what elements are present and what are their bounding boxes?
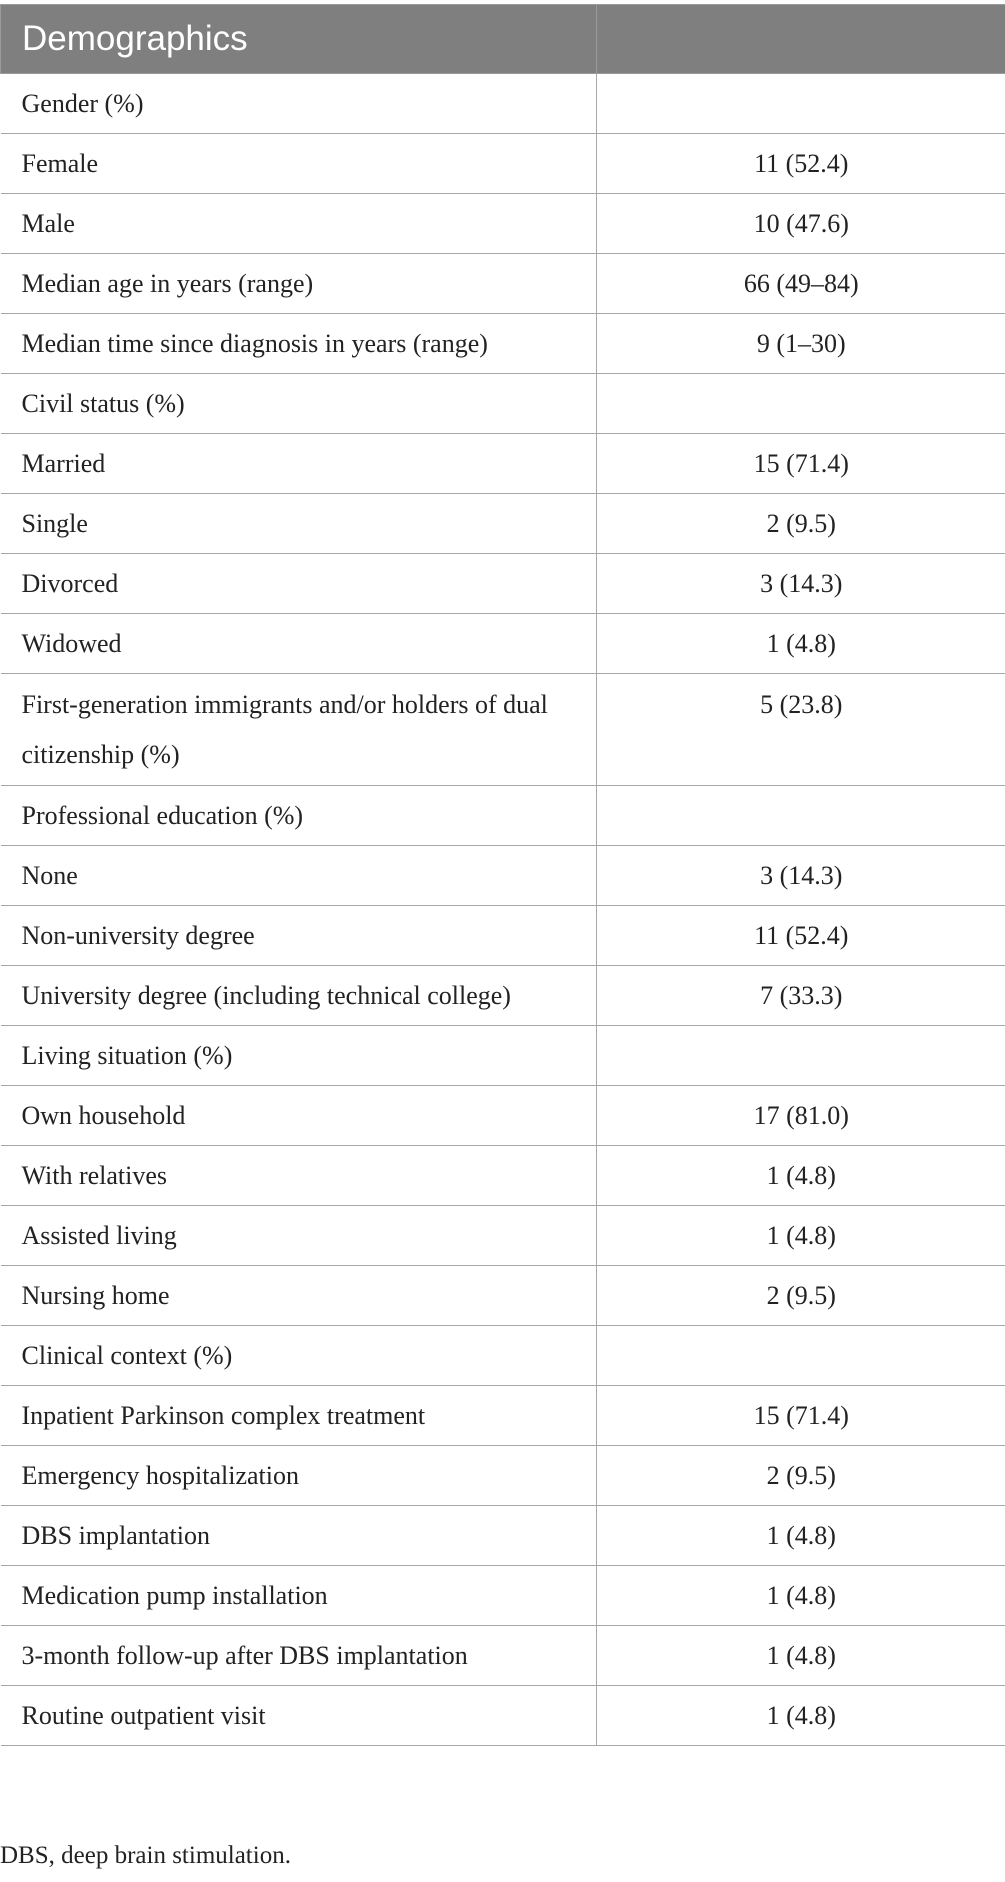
row-value — [597, 74, 1005, 134]
table-row — [1, 434, 1005, 494]
row-label: Nursing home — [1, 1266, 597, 1326]
row-label: Medication pump installation — [1, 1566, 597, 1626]
row-value: 3 (14.3) — [597, 554, 1005, 614]
row-label: Clinical context (%) — [1, 1326, 597, 1386]
table-row — [1, 906, 1005, 966]
table-row — [1, 1686, 1005, 1746]
table-row — [1, 1566, 1005, 1626]
table-row — [1, 494, 1005, 554]
row-value: 1 (4.8) — [597, 1206, 1005, 1266]
row-value: 66 (49–84) — [597, 254, 1005, 314]
row-value: 3 (14.3) — [597, 846, 1005, 906]
table-row — [1, 1206, 1005, 1266]
demographics-table-container — [0, 4, 1005, 1746]
table-row — [1, 1086, 1005, 1146]
row-label: Non-university degree — [1, 906, 597, 966]
row-value: 17 (81.0) — [597, 1086, 1005, 1146]
row-value — [597, 1026, 1005, 1086]
row-label: 3-month follow-up after DBS implantation — [1, 1626, 597, 1686]
table-row — [1, 1146, 1005, 1206]
row-label: Living situation (%) — [1, 1026, 597, 1086]
row-value: 5 (23.8) — [597, 674, 1005, 786]
row-label: Civil status (%) — [1, 374, 597, 434]
table-row — [1, 846, 1005, 906]
row-value: 1 (4.8) — [597, 614, 1005, 674]
table-row — [1, 254, 1005, 314]
row-label: Single — [1, 494, 597, 554]
row-label: None — [1, 846, 597, 906]
row-label: First-generation immigrants and/or holders of dual citizenship (%) — [1, 674, 597, 786]
table-row — [1, 614, 1005, 674]
row-value: 1 (4.8) — [597, 1626, 1005, 1686]
row-value: 15 (71.4) — [597, 434, 1005, 494]
table-footnote: DBS, deep brain stimulation. — [0, 1842, 291, 1869]
row-value: 9 (1–30) — [597, 314, 1005, 374]
row-label: Gender (%) — [1, 74, 597, 134]
table-row — [1, 1026, 1005, 1086]
row-value: 2 (9.5) — [597, 1446, 1005, 1506]
row-value — [597, 786, 1005, 846]
row-value: 15 (71.4) — [597, 1386, 1005, 1446]
row-label: Median age in years (range) — [1, 254, 597, 314]
row-label: University degree (including technical college) — [1, 966, 597, 1026]
row-value — [597, 374, 1005, 434]
row-label: DBS implantation — [1, 1506, 597, 1566]
table-row — [1, 554, 1005, 614]
table-row — [1, 1326, 1005, 1386]
table-row — [1, 374, 1005, 434]
row-label: Married — [1, 434, 597, 494]
header-value — [597, 5, 1005, 74]
row-value: 11 (52.4) — [597, 134, 1005, 194]
row-label: Assisted living — [1, 1206, 597, 1266]
row-label: Inpatient Parkinson complex treatment — [1, 1386, 597, 1446]
row-value: 1 (4.8) — [597, 1686, 1005, 1746]
row-label: Widowed — [1, 614, 597, 674]
row-label: Median time since diagnosis in years (range) — [1, 314, 597, 374]
row-value: 11 (52.4) — [597, 906, 1005, 966]
table-row — [1, 314, 1005, 374]
row-label: Routine outpatient visit — [1, 1686, 597, 1746]
table-row — [1, 1386, 1005, 1446]
table-row — [1, 786, 1005, 846]
row-label: Own household — [1, 1086, 597, 1146]
table-row — [1, 1506, 1005, 1566]
table-row — [1, 674, 1005, 786]
row-value — [597, 1326, 1005, 1386]
header-demographics: Demographics — [1, 5, 597, 74]
demographics-table — [0, 4, 1005, 1746]
table-row — [1, 194, 1005, 254]
row-label: With relatives — [1, 1146, 597, 1206]
row-value: 1 (4.8) — [597, 1566, 1005, 1626]
table-row — [1, 1626, 1005, 1686]
row-value: 2 (9.5) — [597, 1266, 1005, 1326]
row-label: Professional education (%) — [1, 786, 597, 846]
row-label: Male — [1, 194, 597, 254]
table-row — [1, 966, 1005, 1026]
table-header-row — [1, 5, 1005, 74]
row-value: 7 (33.3) — [597, 966, 1005, 1026]
row-value: 1 (4.8) — [597, 1146, 1005, 1206]
row-label: Divorced — [1, 554, 597, 614]
row-value: 2 (9.5) — [597, 494, 1005, 554]
table-row — [1, 74, 1005, 134]
row-value: 10 (47.6) — [597, 194, 1005, 254]
table-row — [1, 1446, 1005, 1506]
table-row — [1, 134, 1005, 194]
row-label: Emergency hospitalization — [1, 1446, 597, 1506]
table-row — [1, 1266, 1005, 1326]
row-label: Female — [1, 134, 597, 194]
row-value: 1 (4.8) — [597, 1506, 1005, 1566]
